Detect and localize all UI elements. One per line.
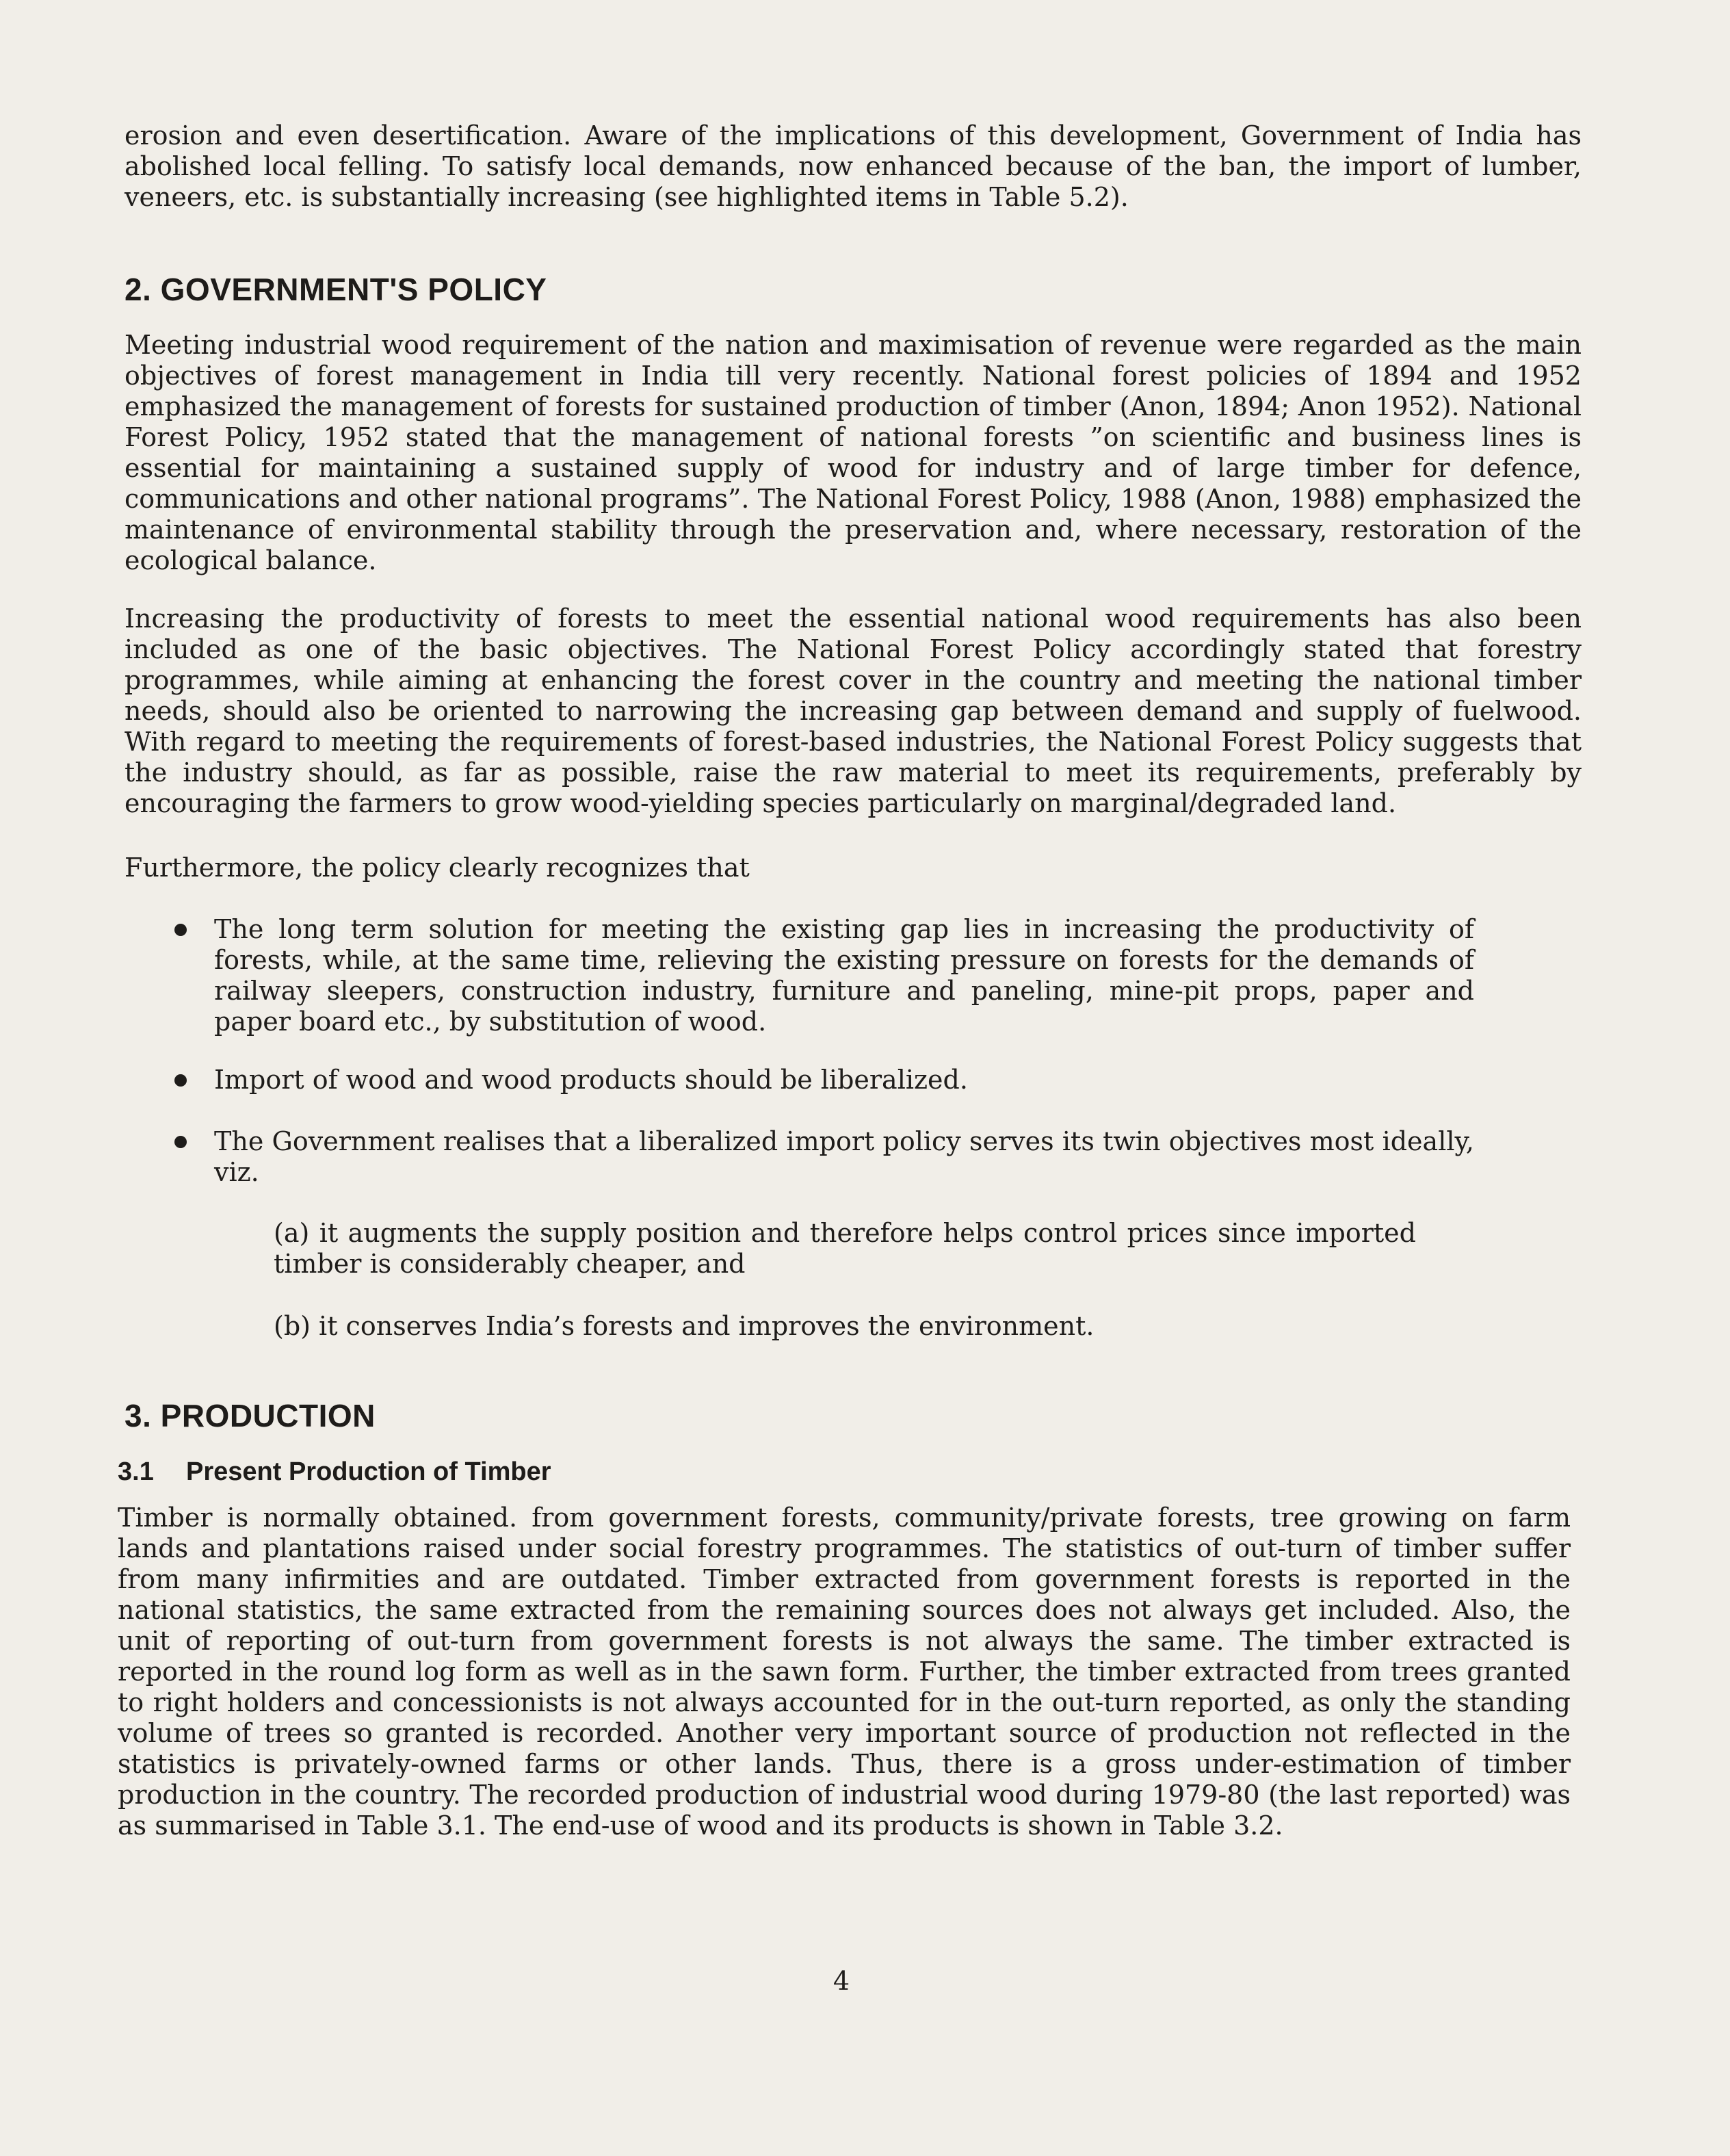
section-heading-government-policy: 2. GOVERNMENT'S POLICY: [124, 272, 547, 307]
bullet-text: Import of wood and wood products should be liberalized.: [214, 1065, 968, 1095]
bullet-text: The Government realises that a liberalized import policy serves its twin objectives most ideally, viz.: [214, 1126, 1474, 1187]
page-number: 4: [833, 1966, 850, 1996]
bullet-item: [174, 1065, 1474, 1095]
sub-item-b: (b) it conserves India’s forests and improves the environment.: [274, 1311, 1095, 1341]
sub-item-a: (a) it augments the supply position and therefore helps control prices since imported timber is considerably cheaper, and: [274, 1218, 1416, 1279]
bullet-icon: [174, 1136, 187, 1148]
production-paragraph: Timber is normally obtained. from government forests, community/private forests, tree growing on farm lands and plantations raised under social forestry programmes. The statistics of out-turn of timber suffer from many infirmities and are outdated. Timber extracted from government forests is reported in the national statistics, the same extracted from the remaining sources does not always get included. Also, the unit of reporting of out-turn from government forests is not always the same. The timber extracted is reported in the round log form as well as in the sawn form. Further, the timber extracted from trees granted to right holders and concessionists is not always accounted for in the out-turn reported, as only the standing volume of trees so granted is recorded. Another very important source of production not reflected in the statistics is privately-owned farms or other lands. Thus, there is a gross under-estimation of timber production in the country. The recorded production of industrial wood during 1979-80 (the last reported) was as summarised in Table 3.1. The end-use of wood and its products is shown in Table 3.2.: [118, 1503, 1571, 1841]
bullet-item: [174, 1126, 1474, 1188]
policy-paragraph-2: Increasing the productivity of forests to meet the essential national wood requirements has also been included as one of the basic objectives. The National Forest Policy accordingly stated that forestry programmes, while aiming at enhancing the forest cover in the country and meeting the national timber needs, should also be oriented to narrowing the increasing gap between demand and supply of fuelwood. With regard to meeting the requirements of forest-based industries, the National Forest Policy suggests that the industry should, as far as possible, raise the raw material to meet its requirements, preferably by encouraging the farmers to grow wood-yielding species particularly on marginal/degraded land.: [124, 603, 1582, 818]
bullet-icon: [174, 1074, 187, 1087]
intro-paragraph: erosion and even desertification. Aware of the implications of this development, Government of India has abolished local felling. To satisfy local demands, now enhanced because of the ban, the import of lumber, veneers, etc. is substantially increasing (see highlighted items in Table 5.2).: [124, 120, 1582, 212]
bullet-icon: [174, 924, 187, 936]
subsection-number: 3.1: [118, 1457, 154, 1486]
bullet-text: The long term solution for meeting the existing gap lies in increasing the productivity of forests, while, at the same time, relieving the existing pressure on forests for the demands of railway sleepers, construction industry, furniture and paneling, mine-pit props, paper and paper board etc., by substitution of wood.: [214, 914, 1474, 1037]
section-heading-production: 3. PRODUCTION: [124, 1398, 376, 1433]
subsection-title: Present Production of Timber: [186, 1457, 551, 1486]
policy-paragraph-1: Meeting industrial wood requirement of the nation and maximisation of revenue were regarded as the main objectives of forest management in India till very recently. National forest policies of 1894 and 1952 emphasized the management of forests for sustained production of timber (Anon, 1894; Anon 1952). National Forest Policy, 1952 stated that the management of national forests ”on scientific and business lines is essential for maintaining a sustained supply of wood for industry and of large timber for defence, communications and other national programs”. The National Forest Policy, 1988 (Anon, 1988) emphasized the maintenance of environmental stability through the preservation and, where necessary, restoration of the ecological balance.: [124, 330, 1582, 575]
subsection-heading: [118, 1457, 551, 1487]
bullet-item: [174, 914, 1474, 1037]
policy-paragraph-3: Furthermore, the policy clearly recognizes that: [124, 853, 750, 883]
